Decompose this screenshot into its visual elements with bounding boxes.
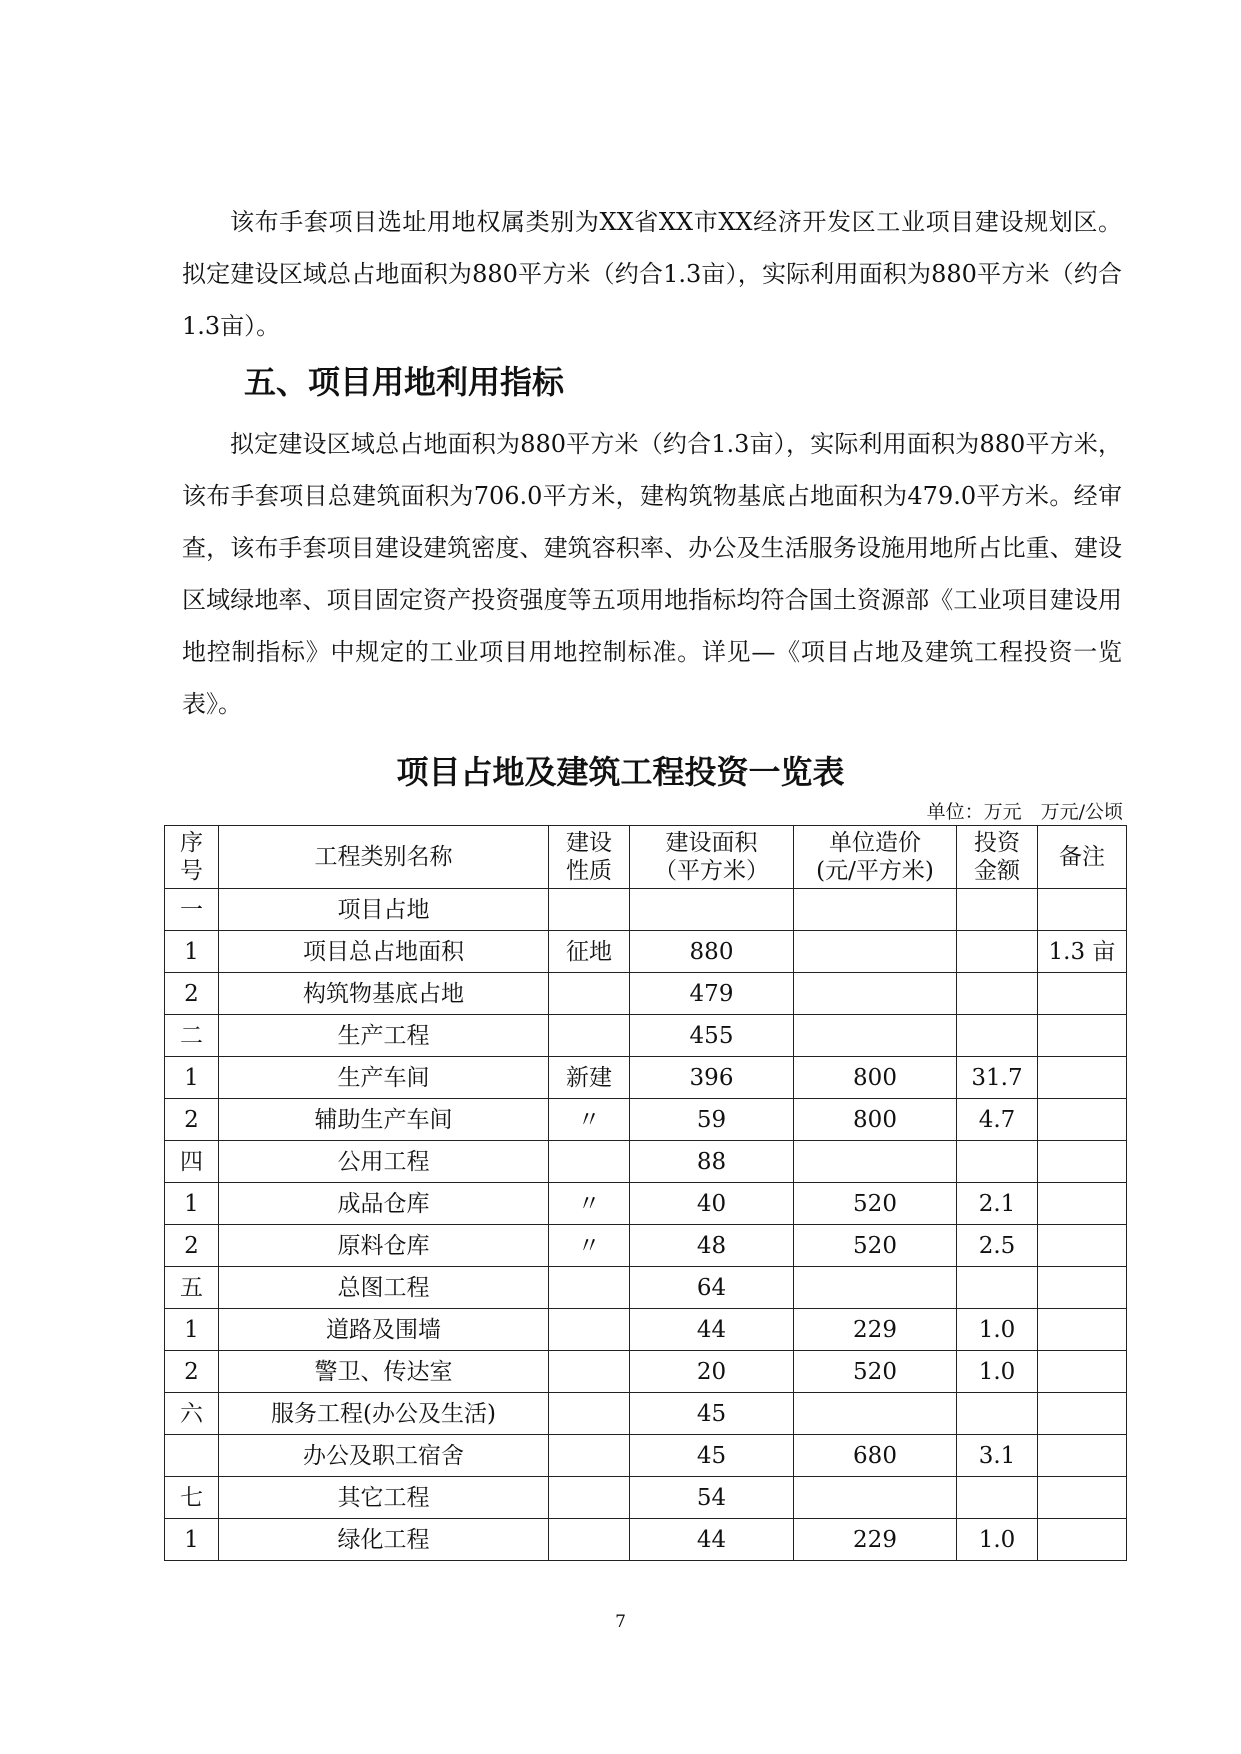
cell-unit-price: [794, 1141, 957, 1183]
cell-name: 项目占地: [219, 889, 549, 931]
cell-no: 一: [165, 889, 219, 931]
cell-remark: [1038, 1141, 1127, 1183]
table-row: [165, 1393, 1127, 1435]
cell-investment: 2.1: [957, 1183, 1038, 1225]
page-number: 7: [615, 1612, 626, 1632]
table-row: [165, 1267, 1127, 1309]
cell-remark: [1038, 889, 1127, 931]
cell-nature: [549, 1141, 630, 1183]
table-row: [165, 1015, 1127, 1057]
cell-name: 绿化工程: [219, 1519, 549, 1561]
table-row: [165, 1477, 1127, 1519]
table-row: [165, 1519, 1127, 1561]
cell-name: 生产工程: [219, 1015, 549, 1057]
table-row: [165, 1099, 1127, 1141]
cell-investment: 4.7: [957, 1099, 1038, 1141]
cell-remark: [1038, 1309, 1127, 1351]
header-remark: 备注: [1038, 826, 1127, 889]
cell-investment: 1.0: [957, 1519, 1038, 1561]
cell-investment: [957, 1477, 1038, 1519]
cell-nature: 〃: [549, 1099, 630, 1141]
cell-nature: 新建: [549, 1057, 630, 1099]
cell-no: [165, 1435, 219, 1477]
cell-unit-price: 680: [794, 1435, 957, 1477]
cell-nature: [549, 1393, 630, 1435]
cell-nature: 征地: [549, 931, 630, 973]
cell-area: 479: [630, 973, 794, 1015]
cell-remark: [1038, 1183, 1127, 1225]
cell-name: 其它工程: [219, 1477, 549, 1519]
cell-unit-price: [794, 1393, 957, 1435]
table-body: [165, 889, 1127, 1561]
cell-nature: [549, 973, 630, 1015]
cell-investment: [957, 889, 1038, 931]
cell-investment: 2.5: [957, 1225, 1038, 1267]
header-unit-price: 单位造价 (元/平方米): [794, 826, 957, 889]
cell-nature: 〃: [549, 1225, 630, 1267]
cell-unit-price: 800: [794, 1099, 957, 1141]
cell-nature: [549, 1351, 630, 1393]
cell-area: 455: [630, 1015, 794, 1057]
cell-remark: [1038, 1351, 1127, 1393]
cell-remark: [1038, 1015, 1127, 1057]
intro-paragraph: 该布手套项目选址用地权属类别为XX省XX市XX经济开发区工业项目建设规划区。拟定建设区域总占地面积为880平方米（约合1.3亩），实际利用面积为880平方米（约合1.3亩）。: [182, 208, 1122, 340]
cell-nature: [549, 1267, 630, 1309]
cell-no: 2: [165, 1351, 219, 1393]
cell-investment: 3.1: [957, 1435, 1038, 1477]
cell-name: 原料仓库: [219, 1225, 549, 1267]
cell-no: 七: [165, 1477, 219, 1519]
table-row: [165, 1351, 1127, 1393]
cell-name: 总图工程: [219, 1267, 549, 1309]
cell-area: 20: [630, 1351, 794, 1393]
cell-name: 成品仓库: [219, 1183, 549, 1225]
cell-investment: [957, 1393, 1038, 1435]
cell-no: 2: [165, 1225, 219, 1267]
cell-remark: [1038, 1393, 1127, 1435]
cell-investment: 1.0: [957, 1309, 1038, 1351]
header-name: 工程类别名称: [219, 826, 549, 889]
cell-unit-price: 520: [794, 1183, 957, 1225]
cell-area: 40: [630, 1183, 794, 1225]
cell-unit-price: 229: [794, 1519, 957, 1561]
cell-remark: [1038, 1099, 1127, 1141]
cell-name: 辅助生产车间: [219, 1099, 549, 1141]
cell-nature: [549, 1435, 630, 1477]
cell-investment: [957, 1141, 1038, 1183]
cell-nature: 〃: [549, 1183, 630, 1225]
cell-nature: [549, 1519, 630, 1561]
cell-investment: [957, 973, 1038, 1015]
cell-nature: [549, 1015, 630, 1057]
cell-area: 44: [630, 1519, 794, 1561]
cell-area: 64: [630, 1267, 794, 1309]
cell-investment: [957, 1267, 1038, 1309]
table-row: [165, 1435, 1127, 1477]
cell-area: 48: [630, 1225, 794, 1267]
cell-unit-price: 229: [794, 1309, 957, 1351]
cell-investment: [957, 931, 1038, 973]
cell-no: 1: [165, 1057, 219, 1099]
unit-note: 单位：万元 万元/公顷: [926, 801, 1123, 823]
cell-remark: 1.3 亩: [1038, 931, 1127, 973]
cell-no: 1: [165, 931, 219, 973]
table-row: [165, 1225, 1127, 1267]
cell-area: [630, 889, 794, 931]
cell-area: 396: [630, 1057, 794, 1099]
table-title: 项目占地及建筑工程投资一览表: [396, 753, 845, 791]
cell-remark: [1038, 1267, 1127, 1309]
cell-no: 五: [165, 1267, 219, 1309]
cell-area: 88: [630, 1141, 794, 1183]
cell-unit-price: 800: [794, 1057, 957, 1099]
cell-unit-price: [794, 889, 957, 931]
cell-remark: [1038, 1435, 1127, 1477]
cell-no: 六: [165, 1393, 219, 1435]
section-heading: 五、项目用地利用指标: [244, 363, 565, 401]
cell-unit-price: 520: [794, 1225, 957, 1267]
cell-area: 59: [630, 1099, 794, 1141]
table-row: [165, 1309, 1127, 1351]
cell-remark: [1038, 973, 1127, 1015]
cell-remark: [1038, 1225, 1127, 1267]
cell-unit-price: [794, 1267, 957, 1309]
cell-remark: [1038, 1519, 1127, 1561]
body-paragraph: 拟定建设区域总占地面积为880平方米（约合1.3亩），实际利用面积为880平方米，该布手套项目总建筑面积为706.0平方米，建构筑物基底占地面积为479.0平方米。经审查，该布手套项目建设建筑密度、建筑容积率、办公及生活服务设施用地所占比重、建设区域绿地率、项目固定资产投资强度等五项用地指标均符合国土资源部《工业项目建设用地控制指标》中规定的工业项目用地控制标准。详见—《项目占地及建筑工程投资一览表》。: [182, 430, 1122, 718]
cell-nature: [549, 1477, 630, 1519]
cell-area: 54: [630, 1477, 794, 1519]
cell-remark: [1038, 1477, 1127, 1519]
cell-no: 2: [165, 973, 219, 1015]
cell-no: 2: [165, 1099, 219, 1141]
cell-name: 生产车间: [219, 1057, 549, 1099]
cell-nature: [549, 889, 630, 931]
cell-unit-price: [794, 973, 957, 1015]
cell-no: 1: [165, 1183, 219, 1225]
cell-no: 1: [165, 1309, 219, 1351]
cell-name: 公用工程: [219, 1141, 549, 1183]
table-row: [165, 889, 1127, 931]
table-row: [165, 1183, 1127, 1225]
cell-unit-price: [794, 931, 957, 973]
cell-name: 服务工程(办公及生活): [219, 1393, 549, 1435]
cell-no: 四: [165, 1141, 219, 1183]
cell-unit-price: [794, 1015, 957, 1057]
cell-name: 办公及职工宿舍: [219, 1435, 549, 1477]
cell-investment: 31.7: [957, 1057, 1038, 1099]
table-header-row: [165, 826, 1127, 889]
cell-nature: [549, 1309, 630, 1351]
table-row: [165, 931, 1127, 973]
header-investment: 投资 金额: [957, 826, 1038, 889]
header-nature: 建设 性质: [549, 826, 630, 889]
cell-investment: [957, 1015, 1038, 1057]
cell-name: 警卫、传达室: [219, 1351, 549, 1393]
table-row: [165, 1057, 1127, 1099]
header-no: 序 号: [165, 826, 219, 889]
cell-name: 构筑物基底占地: [219, 973, 549, 1015]
cell-no: 1: [165, 1519, 219, 1561]
investment-table: [164, 825, 1127, 1561]
table-row: [165, 973, 1127, 1015]
cell-unit-price: 520: [794, 1351, 957, 1393]
cell-no: 二: [165, 1015, 219, 1057]
table-row: [165, 1141, 1127, 1183]
cell-area: 45: [630, 1393, 794, 1435]
cell-area: 45: [630, 1435, 794, 1477]
cell-name: 道路及围墙: [219, 1309, 549, 1351]
cell-investment: 1.0: [957, 1351, 1038, 1393]
cell-area: 44: [630, 1309, 794, 1351]
cell-area: 880: [630, 931, 794, 973]
header-area: 建设面积 （平方米）: [630, 826, 794, 889]
cell-remark: [1038, 1057, 1127, 1099]
cell-unit-price: [794, 1477, 957, 1519]
cell-name: 项目总占地面积: [219, 931, 549, 973]
